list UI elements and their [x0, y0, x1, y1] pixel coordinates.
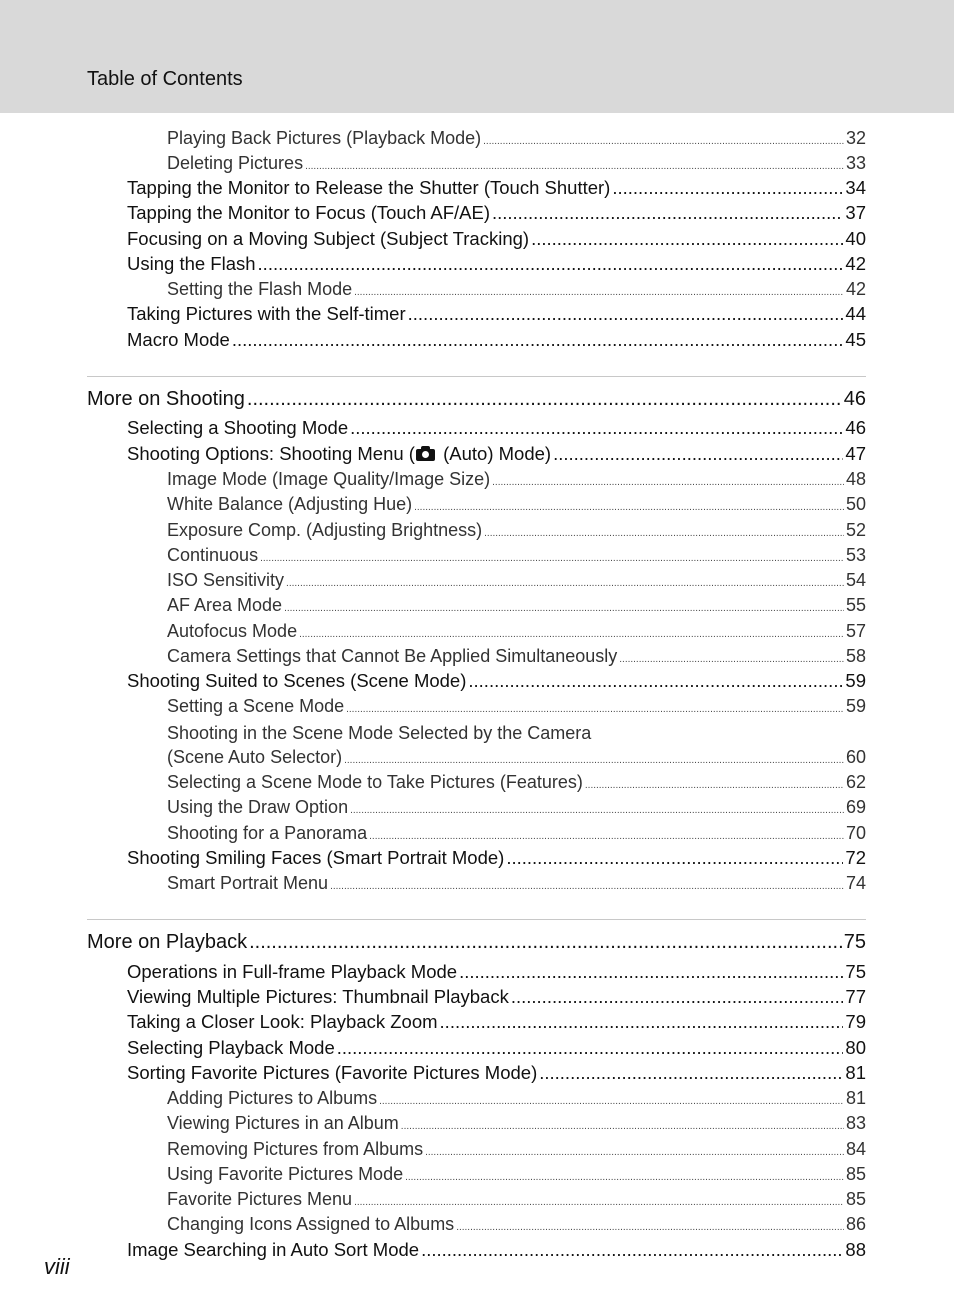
- toc-entry-label-line1[interactable]: Shooting in the Scene Mode Selected by the Camera: [167, 723, 592, 743]
- toc-entry-label: Sorting Favorite Pictures (Favorite Pictures Mode): [127, 1062, 538, 1083]
- toc-entry[interactable]: [167, 697, 866, 715]
- dot-leader: [421, 1241, 843, 1260]
- toc-entry[interactable]: [167, 470, 866, 488]
- toc-entry-label: Shooting Suited to Scenes (Scene Mode): [127, 670, 467, 691]
- toc-entry[interactable]: [167, 874, 866, 892]
- toc-entry[interactable]: [127, 255, 866, 274]
- toc-entry-label: Viewing Pictures in an Album: [167, 1113, 399, 1133]
- toc-chapter-page: 46: [843, 388, 866, 410]
- toc-entry-page: 84: [845, 1139, 866, 1159]
- dot-leader: [284, 604, 844, 614]
- auto-mode-camera-icon: [416, 446, 435, 461]
- dot-leader: [459, 963, 843, 982]
- toc-entry-label: [127, 445, 551, 464]
- toc-entry-label: Removing Pictures from Albums: [167, 1139, 424, 1159]
- toc-entry-label: Operations in Full-frame Playback Mode: [127, 961, 458, 982]
- toc-entry-page: 53: [845, 545, 866, 565]
- toc-entry-page: 55: [845, 595, 866, 615]
- toc-entry-page: 57: [845, 621, 866, 641]
- toc-entry-label: Setting the Flash Mode: [167, 279, 353, 299]
- toc-entry-label: Using the Flash: [127, 253, 256, 274]
- toc-entry[interactable]: [167, 596, 866, 614]
- toc-entry-page: 85: [845, 1164, 866, 1184]
- toc-entry-page: 81: [845, 1062, 866, 1083]
- toc-entry-page: 74: [845, 873, 866, 893]
- dot-leader: [344, 756, 844, 766]
- dot-leader: [247, 389, 842, 409]
- toc-entry-label: White Balance (Adjusting Hue): [167, 494, 413, 514]
- dot-leader: [440, 1013, 844, 1032]
- dot-leader: [232, 331, 844, 350]
- dot-leader: [553, 445, 843, 464]
- dot-leader: [260, 554, 844, 564]
- toc-entry-page: 88: [845, 1239, 866, 1260]
- toc-entry-page: 47: [845, 443, 866, 464]
- toc-entry-label: Selecting a Scene Mode to Take Pictures (Features): [167, 772, 583, 792]
- toc-entry-page: 42: [845, 279, 866, 299]
- toc-entry[interactable]: [167, 773, 866, 791]
- dot-leader: [299, 630, 844, 640]
- toc-entry-label: Viewing Multiple Pictures: Thumbnail Playback: [127, 986, 509, 1007]
- toc-entry-label-prefix: Shooting Options: Shooting Menu (: [127, 443, 415, 464]
- toc-entry-label: Shooting Smiling Faces (Smart Portrait Mode): [127, 847, 505, 868]
- toc-entry[interactable]: [127, 1039, 866, 1058]
- toc-entry[interactable]: [167, 1190, 866, 1208]
- toc-entry-page: 75: [845, 961, 866, 982]
- toc-entry-label: Autofocus Mode: [167, 621, 298, 641]
- toc-entry-page: 69: [845, 797, 866, 817]
- toc-entry-label: Using the Draw Option: [167, 797, 349, 817]
- toc-entry[interactable]: [167, 280, 866, 298]
- toc-entry-label: Continuous: [167, 545, 259, 565]
- dot-leader: [531, 230, 843, 249]
- toc-entry[interactable]: [167, 647, 866, 665]
- toc-entry-page: 62: [845, 772, 866, 792]
- toc-entry-page: 59: [845, 696, 866, 716]
- toc-entry-page: 45: [845, 329, 866, 350]
- toc-entry[interactable]: [127, 1064, 866, 1083]
- dot-leader: [337, 1039, 844, 1058]
- toc-entry-label: Setting a Scene Mode: [167, 696, 345, 716]
- toc-chapter[interactable]: [87, 932, 866, 952]
- toc-entry-page: 34: [845, 177, 866, 198]
- dot-leader: [425, 1148, 844, 1158]
- toc-entry-page: 40: [845, 228, 866, 249]
- toc-entry-page: 46: [845, 417, 866, 438]
- toc-chapter[interactable]: [87, 389, 866, 409]
- toc-entry-label-suffix: (Auto) Mode): [437, 443, 552, 464]
- toc-entry-page: 50: [845, 494, 866, 514]
- dot-leader: [346, 705, 844, 715]
- toc-entry-label: Camera Settings that Cannot Be Applied Simultaneously: [167, 646, 618, 666]
- toc-entry-page: 70: [845, 823, 866, 843]
- dot-leader: [405, 1173, 844, 1183]
- dot-leader: [286, 579, 844, 589]
- toc-entry-label: Selecting Playback Mode: [127, 1037, 335, 1058]
- toc-entry[interactable]: [167, 1089, 866, 1107]
- toc-entry[interactable]: [127, 179, 866, 198]
- dot-leader: [468, 672, 843, 691]
- dot-leader: [619, 655, 844, 665]
- dot-leader: [612, 179, 843, 198]
- dot-leader: [539, 1064, 843, 1083]
- header-title: Table of Contents: [87, 68, 243, 90]
- toc-entry[interactable]: [127, 1013, 866, 1032]
- toc-entry-page: 83: [845, 1113, 866, 1133]
- dot-leader: [492, 478, 844, 488]
- toc-entry-page: 37: [845, 202, 866, 223]
- toc-entry-label: Changing Icons Assigned to Albums: [167, 1214, 455, 1234]
- toc-entry[interactable]: [167, 546, 866, 564]
- toc-entry[interactable]: [127, 230, 866, 249]
- dot-leader: [484, 529, 844, 539]
- dot-leader: [354, 288, 844, 298]
- dot-leader: [258, 255, 844, 274]
- toc-chapter-label: More on Playback: [87, 931, 248, 953]
- toc-entry-label: Using Favorite Pictures Mode: [167, 1164, 404, 1184]
- dot-leader: [350, 806, 844, 816]
- toc-entry-label: Exposure Comp. (Adjusting Brightness): [167, 520, 483, 540]
- toc-entry-page: 77: [845, 986, 866, 1007]
- toc-entry-page: 48: [845, 469, 866, 489]
- dot-leader: [506, 849, 843, 868]
- page-number: viii: [44, 1254, 70, 1279]
- toc-entry-label: Image Searching in Auto Sort Mode: [127, 1239, 420, 1260]
- toc-entry[interactable]: [127, 331, 866, 350]
- toc-entry[interactable]: [167, 1215, 866, 1233]
- toc-entry-label: Taking a Closer Look: Playback Zoom: [127, 1011, 438, 1032]
- toc-entry[interactable]: [127, 672, 866, 691]
- toc-entry-label: Tapping the Monitor to Focus (Touch AF/AE): [127, 202, 490, 223]
- dot-leader: [483, 137, 844, 147]
- toc-entry[interactable]: [167, 748, 866, 766]
- toc-entry-page: 79: [845, 1011, 866, 1032]
- toc-entry[interactable]: [127, 204, 866, 223]
- dot-leader: [511, 988, 844, 1007]
- toc-entry-page: 80: [845, 1037, 866, 1058]
- toc-entry-page: 44: [845, 303, 866, 324]
- toc-entry-page: 32: [845, 128, 866, 148]
- toc-entry-label: Favorite Pictures Menu: [167, 1189, 353, 1209]
- toc-entry-label: AF Area Mode: [167, 595, 283, 615]
- toc-entry[interactable]: [127, 445, 866, 464]
- toc-entry-label: Shooting for a Panorama: [167, 823, 368, 843]
- toc-chapter-page: 75: [843, 931, 866, 953]
- toc-entry-page: 81: [845, 1088, 866, 1108]
- dot-leader: [379, 1097, 844, 1107]
- toc-entry-page: 86: [845, 1214, 866, 1234]
- dot-leader: [492, 204, 843, 223]
- toc-entry-page: 42: [845, 253, 866, 274]
- dot-leader: [414, 503, 844, 513]
- toc-entry[interactable]: [167, 129, 866, 147]
- toc-entry-page: 54: [845, 570, 866, 590]
- toc-entry-page: 33: [845, 153, 866, 173]
- dot-leader: [305, 162, 844, 172]
- toc-entry[interactable]: [167, 622, 866, 640]
- toc-entry-page: 72: [845, 847, 866, 868]
- toc-entry[interactable]: [127, 305, 866, 324]
- toc-entry-page: 58: [845, 646, 866, 666]
- toc-entry[interactable]: [127, 988, 866, 1007]
- toc-entry-label: Adding Pictures to Albums: [167, 1088, 378, 1108]
- toc-entry-label: Image Mode (Image Quality/Image Size): [167, 469, 491, 489]
- toc-entry-page: 59: [845, 670, 866, 691]
- toc-entry[interactable]: [167, 1165, 866, 1183]
- toc-entry[interactable]: [167, 1114, 866, 1132]
- toc-entry[interactable]: [167, 495, 866, 513]
- toc-entry-label: Smart Portrait Menu: [167, 873, 329, 893]
- toc-entry-label: Deleting Pictures: [167, 153, 304, 173]
- toc-entry-page: 52: [845, 520, 866, 540]
- dot-leader: [249, 932, 842, 952]
- dot-leader: [585, 781, 844, 791]
- toc-entry-label: Playing Back Pictures (Playback Mode): [167, 128, 482, 148]
- toc-entry-label: (Scene Auto Selector): [167, 747, 343, 767]
- dot-leader: [369, 832, 844, 842]
- toc-chapter-label: More on Shooting: [87, 388, 245, 410]
- toc-entry[interactable]: [167, 1140, 866, 1158]
- toc-entry-label: Macro Mode: [127, 329, 230, 350]
- toc-entry[interactable]: [127, 849, 866, 868]
- toc-entry[interactable]: [167, 571, 866, 589]
- dot-leader: [456, 1223, 844, 1233]
- toc-entry-label: Tapping the Monitor to Release the Shutter (Touch Shutter): [127, 177, 611, 198]
- toc-entry[interactable]: [127, 963, 866, 982]
- dot-leader: [350, 419, 843, 438]
- dot-leader: [354, 1198, 844, 1208]
- toc-entry[interactable]: [167, 798, 866, 816]
- toc-entry-label: Taking Pictures with the Self-timer: [127, 303, 406, 324]
- dot-leader: [330, 882, 844, 892]
- dot-leader: [401, 1122, 844, 1132]
- toc-entry[interactable]: [127, 419, 866, 438]
- toc-entry[interactable]: [167, 824, 866, 842]
- toc-entry-page: 60: [845, 747, 866, 767]
- section-divider: [87, 919, 866, 920]
- toc-entry-label: Selecting a Shooting Mode: [127, 417, 349, 438]
- toc-entry-label: Focusing on a Moving Subject (Subject Tracking): [127, 228, 530, 249]
- section-divider: [87, 376, 866, 377]
- dot-leader: [408, 305, 844, 324]
- toc-entry[interactable]: [127, 1241, 866, 1260]
- toc-entry[interactable]: [167, 154, 866, 172]
- toc-entry-page: 85: [845, 1189, 866, 1209]
- toc-entry[interactable]: [167, 521, 866, 539]
- toc-entry-label: ISO Sensitivity: [167, 570, 285, 590]
